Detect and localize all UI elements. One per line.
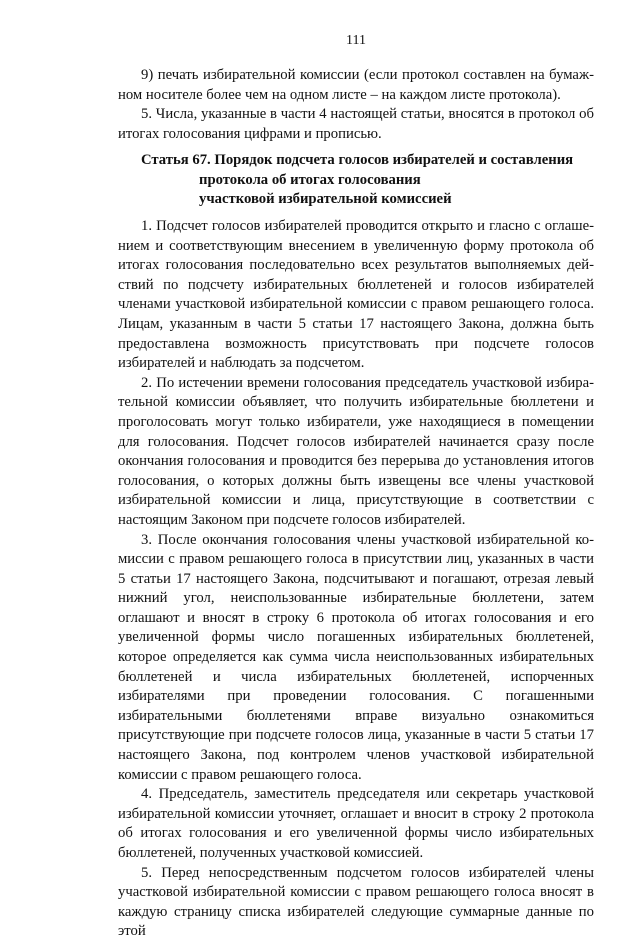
paragraph: 1. Подсчет голосов избирателей проводится открыто и гласно с оглашением и соответствующим внесением в увеличенную форму протокола об итогах голосования последовательно всех результатов выполняемых действий по подсчету избирательных бюллетеней и голосов избирателей членами участковой избирательной комиссии с правом решающего голоса. Лицам, указанным в части 5 статьи 17 настоящего Закона, должна быть предоставлена возможность присутствовать при подсчете голосов избирателей и наблюдать за подсчетом. (118, 218, 594, 372)
paragraph: 2. По истечении времени голосования председатель участковой избирательной комиссии объявляет, что получить избирательные бюллетени и проголосовать могут только избиратели, уже находящиеся в помещении для голосования. Подсчет голосов избирателей начинается сразу после окончания голосования и проводится без перерыва до установления итогов голосования, о которых должны быть извещены все члены участковой избирательной комиссии и лица, присутствующие в соответствии с настоящим Законом при подсчете голосов избирателей. (118, 374, 594, 528)
article-heading-line1: Статья 67. Порядок подсчета голосов избирателей и составления (141, 152, 574, 168)
page-number: 111 (346, 33, 366, 48)
previous-article-tail (118, 66, 594, 144)
paragraph: 5. Числа, указанные в части 4 настоящей статьи, вносятся в протокол об итогах голосования цифрами и прописью. (118, 106, 594, 142)
article-heading (118, 151, 594, 210)
article-body (118, 217, 594, 942)
paragraph: 5. Перед непосредственным подсчетом голосов избирателей члены участковой избирательной комиссии с правом решающего голоса вносят в каждую страницу списка избирателей следующие суммарные данные по этой (118, 864, 594, 940)
paragraph: 4. Председатель, заместитель председателя или секретарь участковой избирательной комиссии уточняет, оглашает и вносит в строку 2 протокола об итогах голосования и его увеличенной формы число избирательных бюллетеней, полученных участковой комиссией. (118, 786, 594, 861)
article-heading-rest: протокола об итогах голосования участковой избирательной комиссией (199, 171, 452, 208)
paragraph: 9) печать избирательной комиссии (если протокол составлен на бумажном носителе более чем на одном листе – на каждом листе протокола). (118, 67, 594, 103)
paragraph: 3. После окончания голосования члены участковой избирательной комиссии с правом решающего голоса в присутствии лиц, указанных в части 5 статьи 17 настоящего Закона, подсчитывают и погашают, отрезая левый нижний угол, неиспользованные избирательные бюллетени, затем оглашают и вносят в строку 6 протокола об итогах голосования и его увеличенной формы число погашенных избирательных бюллетеней, которое определяется как сумма числа неиспользованных избирательных бюллетеней и числа избирательных бюллетеней, испорченных избирателями при проведении голосования. С погашенными избирательными бюллетенями вправе визуально ознакомиться присутствующие при подсчете голосов лица, указанные в части 5 статьи 17 настоящего Закона, под контролем членов участковой избирательной комиссии с правом решающего голоса. (118, 531, 594, 783)
